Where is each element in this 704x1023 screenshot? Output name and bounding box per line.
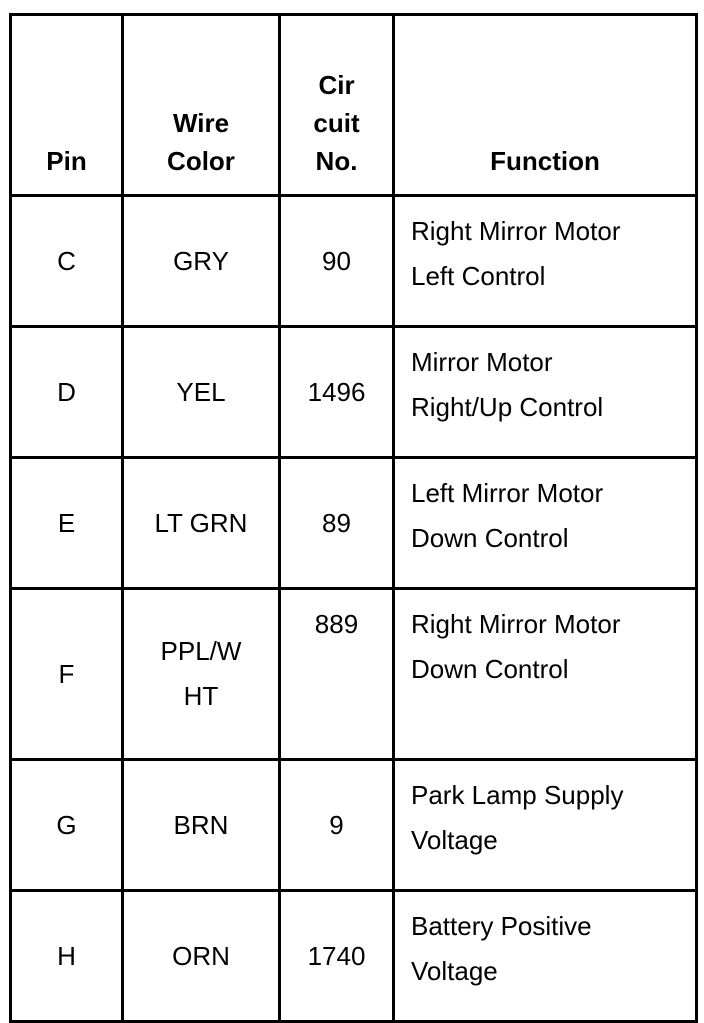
wire-color-line: PPL/W (160, 636, 242, 666)
cell-wire-color (123, 327, 280, 458)
cell-pin: E (11, 458, 123, 589)
function-line: Right/Up Control (411, 392, 604, 422)
cell-function (394, 891, 697, 1022)
function-line: Down Control (411, 523, 569, 553)
cell-circuit: 1496 (280, 327, 394, 458)
function-line: Right Mirror Motor (411, 609, 621, 639)
header-wire-color-line-2: Color (167, 146, 235, 176)
function-line: Battery Positive (411, 911, 592, 941)
cell-pin: F (11, 589, 123, 760)
cell-circuit: 9 (280, 760, 394, 891)
function-line: Down Control (411, 654, 569, 684)
function-line: Left Mirror Motor (411, 478, 604, 508)
table-row (11, 196, 697, 327)
header-pin-line: Pin (46, 146, 87, 176)
wire-color-line: HT (183, 681, 219, 711)
cell-function (394, 458, 697, 589)
header-circuit-line-1: Cir (318, 70, 355, 100)
function-line: Voltage (411, 825, 498, 855)
table-row (11, 327, 697, 458)
function-line: Right Mirror Motor (411, 216, 621, 246)
cell-circuit: 90 (280, 196, 394, 327)
header-wire-color-line-1: Wire (172, 108, 230, 138)
header-function (394, 15, 697, 196)
table-row (11, 760, 697, 891)
cell-function (394, 760, 697, 891)
cell-wire-color (123, 760, 280, 891)
cell-wire-color (123, 589, 280, 760)
function-line: Left Control (411, 261, 546, 291)
header-wire-color (123, 15, 280, 196)
header-pin (11, 15, 123, 196)
wire-color-line: BRN (173, 809, 229, 840)
cell-circuit: 889 (280, 589, 394, 760)
table-row (11, 891, 697, 1022)
cell-pin: D (11, 327, 123, 458)
header-row (11, 15, 697, 196)
function-line: Mirror Motor (411, 347, 553, 377)
header-circuit-line-3: No. (315, 146, 358, 176)
cell-circuit: 89 (280, 458, 394, 589)
wire-color-line: GRY (173, 245, 229, 276)
table-row (11, 589, 697, 760)
header-circuit-no (280, 15, 394, 196)
cell-function (394, 327, 697, 458)
table-row (11, 458, 697, 589)
cell-function (394, 589, 697, 760)
header-circuit-line-2: cuit (313, 108, 360, 138)
cell-pin: G (11, 760, 123, 891)
connector-pinout-table (9, 13, 698, 1023)
wire-color-line: YEL (176, 376, 226, 407)
cell-function (394, 196, 697, 327)
cell-pin: H (11, 891, 123, 1022)
function-line: Park Lamp Supply (411, 780, 624, 810)
cell-pin: C (11, 196, 123, 327)
header-function-line: Function (490, 146, 600, 176)
cell-wire-color (123, 891, 280, 1022)
cell-wire-color (123, 458, 280, 589)
cell-circuit: 1740 (280, 891, 394, 1022)
cell-wire-color (123, 196, 280, 327)
wire-color-line: ORN (172, 940, 230, 971)
function-line: Voltage (411, 956, 498, 986)
wire-color-line: LT GRN (154, 507, 248, 538)
